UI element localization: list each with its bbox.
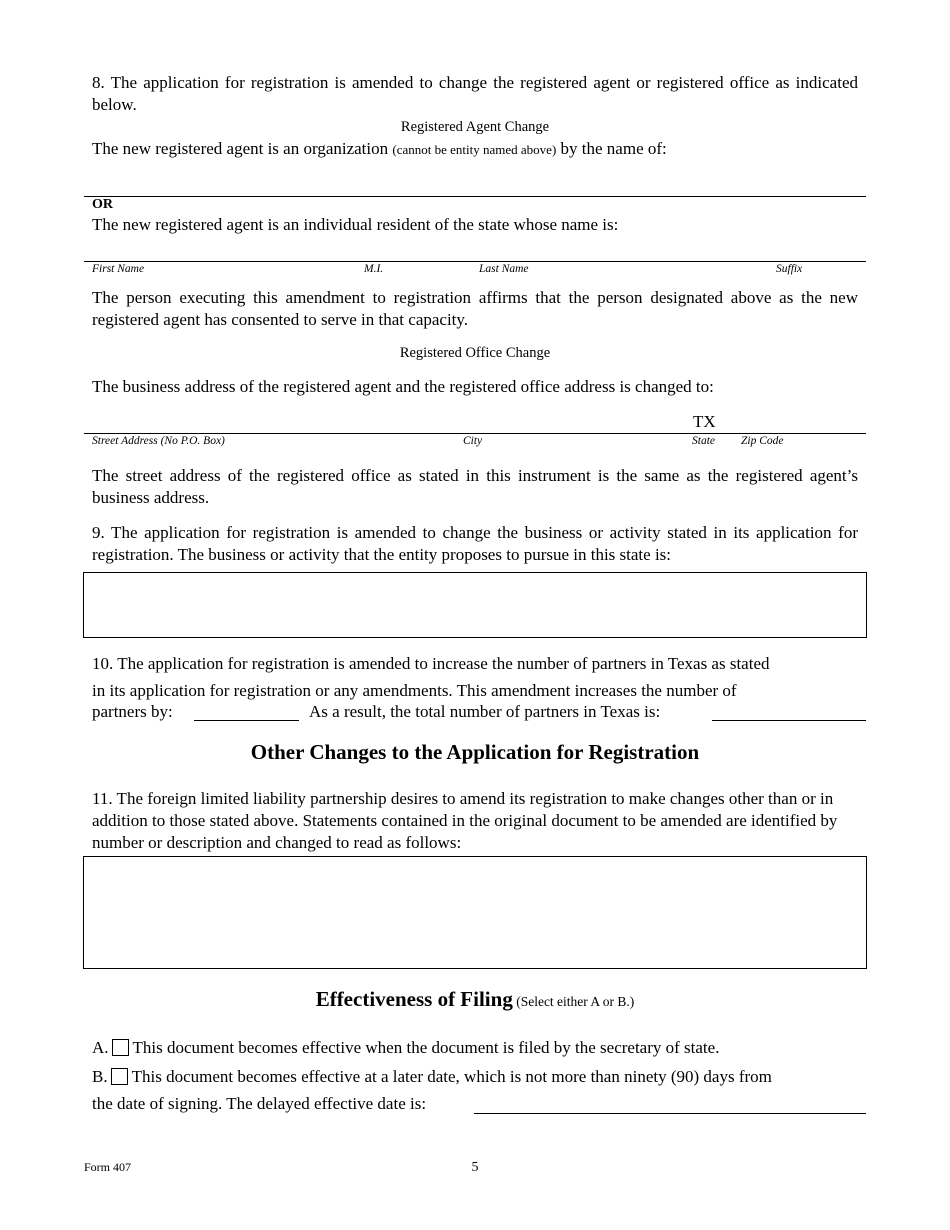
last-name-label: Last Name	[479, 263, 529, 275]
first-name-label: First Name	[92, 263, 145, 275]
partners-increase-field[interactable]	[194, 720, 299, 721]
option-b-text-2: the date of signing. The delayed effective date is:	[92, 1094, 427, 1113]
form-id: Form 407	[84, 1160, 132, 1174]
state-value: TX	[693, 412, 716, 431]
item-10-line-1: 10. The application for registration is amended to increase the number of partners in Texas as stated	[92, 654, 770, 673]
state-label: State	[692, 435, 715, 447]
delayed-effective-date-field[interactable]	[474, 1113, 866, 1114]
item-10-line-3a: partners by:	[92, 702, 173, 721]
individual-name-line[interactable]	[84, 261, 866, 262]
registered-agent-change-heading: Registered Agent Change	[400, 119, 550, 135]
mi-label: M.I.	[364, 263, 384, 275]
option-a-row	[92, 1037, 719, 1059]
option-b-row	[92, 1066, 772, 1088]
or-label: OR	[92, 197, 113, 212]
business-activity-box[interactable]	[83, 572, 867, 638]
organization-agent-text-b: by the name of:	[556, 139, 667, 158]
affirm-text: The person executing this amendment to registration affirms that the person designated above as the new registered agent has consented to serve in that capacity.	[92, 288, 858, 329]
organization-agent-text	[92, 138, 858, 161]
effectiveness-heading-row	[92, 987, 858, 1012]
organization-agent-text-a: The new registered agent is an organization	[92, 139, 393, 158]
registered-office-change-heading: Registered Office Change	[399, 345, 551, 361]
other-changes-box[interactable]	[83, 856, 867, 969]
option-b-letter: B.	[92, 1067, 108, 1086]
city-label: City	[463, 435, 483, 447]
address-line[interactable]	[84, 433, 866, 434]
effectiveness-heading-note: (Select either A or B.)	[512, 994, 635, 1009]
item-10-line-2: in its application for registration or any amendments. This amendment increases the number of	[92, 681, 737, 700]
option-a-checkbox[interactable]	[112, 1039, 129, 1056]
item-10-line-3b: As a result, the total number of partners in Texas is:	[309, 702, 661, 721]
street-address-label: Street Address (No P.O. Box)	[92, 435, 225, 447]
organization-agent-note: (cannot be entity named above)	[392, 142, 557, 157]
total-partners-field[interactable]	[712, 720, 866, 721]
zip-code-label: Zip Code	[741, 435, 784, 447]
option-b-checkbox[interactable]	[111, 1068, 128, 1085]
organization-name-line[interactable]	[84, 196, 866, 197]
item-8-text: 8. The application for registration is amended to change the registered agent or registered office as indicated below.	[92, 73, 858, 114]
suffix-label: Suffix	[776, 263, 803, 275]
item-11-text: 11. The foreign limited liability partnership desires to amend its registration to make changes other than or in addition to those stated above. Statements contained in the original document to be amended are identified by number or description and changed to read as follows:	[92, 789, 838, 852]
option-a-letter: A.	[92, 1038, 109, 1057]
address-change-text: The business address of the registered agent and the registered office address is changed to:	[92, 377, 714, 396]
page-number: 5	[471, 1160, 479, 1175]
item-9-text: 9. The application for registration is amended to change the business or activity stated in its application for registration. The business or activity that the entity proposes to pursue in this state is:	[92, 523, 858, 564]
effectiveness-heading: Effectiveness of Filing	[315, 987, 513, 1011]
option-a-text: This document becomes effective when the document is filed by the secretary of state.	[132, 1038, 720, 1057]
other-changes-heading: Other Changes to the Application for Registration	[250, 740, 700, 764]
individual-agent-text: The new registered agent is an individual resident of the state whose name is:	[92, 215, 619, 234]
same-address-text: The street address of the registered office as stated in this instrument is the same as the registered agent’s business address.	[92, 466, 858, 507]
option-b-text: This document becomes effective at a later date, which is not more than ninety (90) days from	[131, 1067, 772, 1086]
